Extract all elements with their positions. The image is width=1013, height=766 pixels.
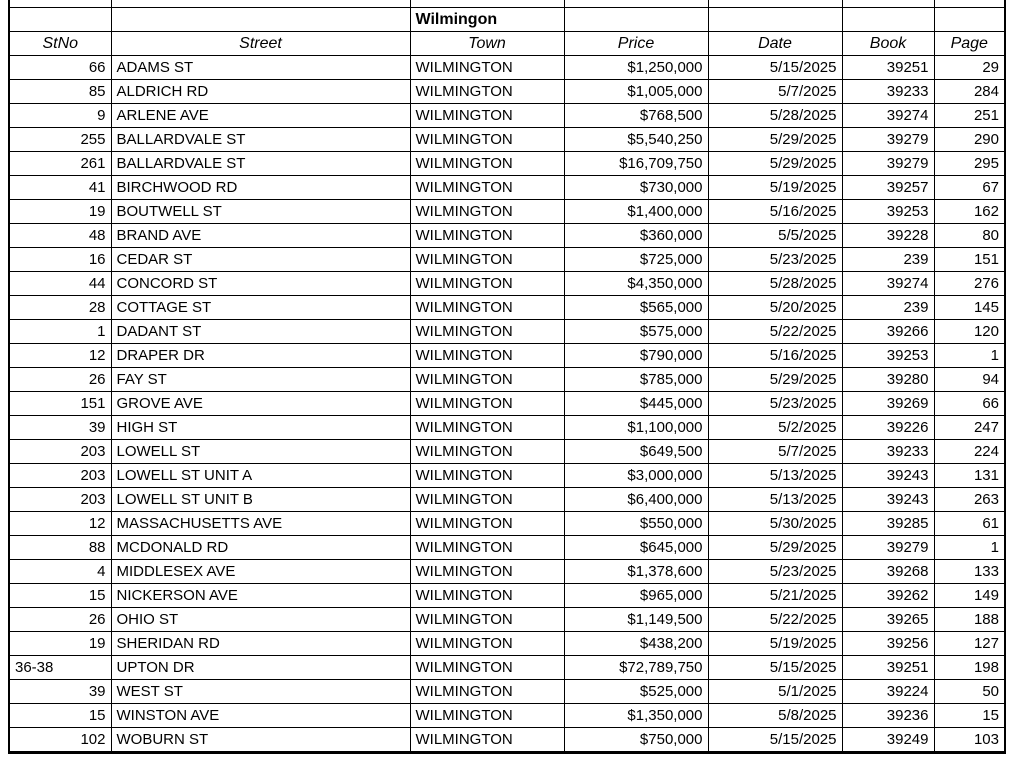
table-row bbox=[9, 488, 1005, 512]
cell-street: ADAMS ST bbox=[111, 56, 410, 80]
cell-stno: 12 bbox=[9, 344, 111, 368]
cell-price: $1,400,000 bbox=[564, 200, 708, 224]
table-row bbox=[9, 584, 1005, 608]
cell-town: WILMINGTON bbox=[410, 512, 564, 536]
cell-page: 80 bbox=[934, 224, 1005, 248]
cell-street: BOUTWELL ST bbox=[111, 200, 410, 224]
cell-town: WILMINGTON bbox=[410, 608, 564, 632]
cell-book: 39226 bbox=[842, 416, 934, 440]
cell-stno: 26 bbox=[9, 368, 111, 392]
cell-price: $785,000 bbox=[564, 368, 708, 392]
table-row bbox=[9, 56, 1005, 80]
cell-book: 39265 bbox=[842, 608, 934, 632]
cell-stno: 4 bbox=[9, 560, 111, 584]
cell-page: 50 bbox=[934, 680, 1005, 704]
cell-date: 5/13/2025 bbox=[708, 488, 842, 512]
cell-street: BRAND AVE bbox=[111, 224, 410, 248]
cell-date: 5/7/2025 bbox=[708, 80, 842, 104]
cell-book: 39253 bbox=[842, 344, 934, 368]
table-row bbox=[9, 704, 1005, 728]
cell-stno: 19 bbox=[9, 632, 111, 656]
cell-date: 5/1/2025 bbox=[708, 680, 842, 704]
cell-price: $1,350,000 bbox=[564, 704, 708, 728]
column-header-page: Page bbox=[934, 32, 1005, 56]
cell-street: LOWELL ST UNIT A bbox=[111, 464, 410, 488]
cell-town: WILMINGTON bbox=[410, 704, 564, 728]
table-row bbox=[9, 632, 1005, 656]
cell-stno: 16 bbox=[9, 248, 111, 272]
cut-cell bbox=[111, 0, 410, 8]
cell-stno: 12 bbox=[9, 512, 111, 536]
cell-book: 39256 bbox=[842, 632, 934, 656]
cell-date: 5/2/2025 bbox=[708, 416, 842, 440]
cell-page: 127 bbox=[934, 632, 1005, 656]
table-row bbox=[9, 272, 1005, 296]
cell-price: $550,000 bbox=[564, 512, 708, 536]
column-header-date: Date bbox=[708, 32, 842, 56]
cell-date: 5/15/2025 bbox=[708, 656, 842, 680]
cell-page: 251 bbox=[934, 104, 1005, 128]
cell-town: WILMINGTON bbox=[410, 272, 564, 296]
cell-town: WILMINGTON bbox=[410, 632, 564, 656]
empty-cell bbox=[111, 8, 410, 32]
cell-price: $965,000 bbox=[564, 584, 708, 608]
empty-cell bbox=[842, 8, 934, 32]
cell-price: $1,250,000 bbox=[564, 56, 708, 80]
cell-town: WILMINGTON bbox=[410, 488, 564, 512]
table-row bbox=[9, 296, 1005, 320]
cell-town: WILMINGTON bbox=[410, 584, 564, 608]
cell-town: WILMINGTON bbox=[410, 680, 564, 704]
cell-page: 276 bbox=[934, 272, 1005, 296]
cell-price: $72,789,750 bbox=[564, 656, 708, 680]
cell-page: 247 bbox=[934, 416, 1005, 440]
cell-page: 131 bbox=[934, 464, 1005, 488]
table-row bbox=[9, 248, 1005, 272]
cell-price: $1,005,000 bbox=[564, 80, 708, 104]
cell-book: 39233 bbox=[842, 440, 934, 464]
table-row bbox=[9, 128, 1005, 152]
table-row bbox=[9, 416, 1005, 440]
table-row bbox=[9, 392, 1005, 416]
cell-book: 39279 bbox=[842, 128, 934, 152]
cell-price: $1,378,600 bbox=[564, 560, 708, 584]
table-row bbox=[9, 80, 1005, 104]
cell-date: 5/22/2025 bbox=[708, 608, 842, 632]
cell-street: WEST ST bbox=[111, 680, 410, 704]
table-row bbox=[9, 200, 1005, 224]
cell-town: WILMINGTON bbox=[410, 464, 564, 488]
cell-street: OHIO ST bbox=[111, 608, 410, 632]
cell-date: 5/23/2025 bbox=[708, 392, 842, 416]
cell-town: WILMINGTON bbox=[410, 416, 564, 440]
cell-street: DADANT ST bbox=[111, 320, 410, 344]
cell-page: 67 bbox=[934, 176, 1005, 200]
cell-page: 66 bbox=[934, 392, 1005, 416]
cell-town: WILMINGTON bbox=[410, 536, 564, 560]
cell-page: 1 bbox=[934, 536, 1005, 560]
cell-date: 5/5/2025 bbox=[708, 224, 842, 248]
table-row bbox=[9, 608, 1005, 632]
cell-stno: 66 bbox=[9, 56, 111, 80]
title-row bbox=[9, 8, 1005, 32]
cell-book: 39243 bbox=[842, 488, 934, 512]
cell-book: 39233 bbox=[842, 80, 934, 104]
cell-page: 145 bbox=[934, 296, 1005, 320]
cell-date: 5/13/2025 bbox=[708, 464, 842, 488]
cell-book: 39274 bbox=[842, 272, 934, 296]
cell-street: LOWELL ST UNIT B bbox=[111, 488, 410, 512]
cell-stno: 36-38 bbox=[9, 656, 111, 680]
table-row bbox=[9, 512, 1005, 536]
cell-page: 61 bbox=[934, 512, 1005, 536]
cell-town: WILMINGTON bbox=[410, 392, 564, 416]
cell-stno: 15 bbox=[9, 704, 111, 728]
cell-book: 39228 bbox=[842, 224, 934, 248]
cell-price: $445,000 bbox=[564, 392, 708, 416]
cell-street: WINSTON AVE bbox=[111, 704, 410, 728]
cell-stno: 28 bbox=[9, 296, 111, 320]
cell-town: WILMINGTON bbox=[410, 368, 564, 392]
table-row bbox=[9, 224, 1005, 248]
cell-stno: 203 bbox=[9, 488, 111, 512]
cell-stno: 26 bbox=[9, 608, 111, 632]
cell-price: $6,400,000 bbox=[564, 488, 708, 512]
cell-stno: 85 bbox=[9, 80, 111, 104]
table-row bbox=[9, 368, 1005, 392]
cell-street: MIDDLESEX AVE bbox=[111, 560, 410, 584]
cell-stno: 48 bbox=[9, 224, 111, 248]
cell-street: BALLARDVALE ST bbox=[111, 128, 410, 152]
cell-page: 263 bbox=[934, 488, 1005, 512]
cell-page: 162 bbox=[934, 200, 1005, 224]
cell-stno: 19 bbox=[9, 200, 111, 224]
table-row bbox=[9, 536, 1005, 560]
cell-street: CEDAR ST bbox=[111, 248, 410, 272]
table-row bbox=[9, 728, 1005, 753]
cell-town: WILMINGTON bbox=[410, 56, 564, 80]
cell-date: 5/7/2025 bbox=[708, 440, 842, 464]
cell-date: 5/8/2025 bbox=[708, 704, 842, 728]
table-row bbox=[9, 440, 1005, 464]
cell-street: ALDRICH RD bbox=[111, 80, 410, 104]
column-header-price: Price bbox=[564, 32, 708, 56]
table-row bbox=[9, 656, 1005, 680]
cell-town: WILMINGTON bbox=[410, 176, 564, 200]
empty-cell bbox=[708, 8, 842, 32]
cell-page: 149 bbox=[934, 584, 1005, 608]
cell-book: 39249 bbox=[842, 728, 934, 753]
cell-page: 103 bbox=[934, 728, 1005, 753]
cell-page: 1 bbox=[934, 344, 1005, 368]
cell-page: 224 bbox=[934, 440, 1005, 464]
table-row bbox=[9, 464, 1005, 488]
cell-date: 5/29/2025 bbox=[708, 536, 842, 560]
cell-page: 29 bbox=[934, 56, 1005, 80]
cell-book: 39280 bbox=[842, 368, 934, 392]
cell-date: 5/16/2025 bbox=[708, 200, 842, 224]
table-row bbox=[9, 680, 1005, 704]
cell-street: ARLENE AVE bbox=[111, 104, 410, 128]
sales-table bbox=[8, 0, 1006, 754]
cell-town: WILMINGTON bbox=[410, 296, 564, 320]
cell-book: 39279 bbox=[842, 152, 934, 176]
empty-cell bbox=[934, 8, 1005, 32]
cell-street: WOBURN ST bbox=[111, 728, 410, 753]
cell-book: 39269 bbox=[842, 392, 934, 416]
cell-stno: 203 bbox=[9, 440, 111, 464]
table-row bbox=[9, 176, 1005, 200]
cell-date: 5/15/2025 bbox=[708, 56, 842, 80]
table-body bbox=[9, 56, 1005, 753]
cell-town: WILMINGTON bbox=[410, 128, 564, 152]
table-title: Wilmingon bbox=[410, 8, 564, 32]
cell-stno: 9 bbox=[9, 104, 111, 128]
cell-town: WILMINGTON bbox=[410, 656, 564, 680]
cell-price: $768,500 bbox=[564, 104, 708, 128]
table-row bbox=[9, 320, 1005, 344]
cell-date: 5/15/2025 bbox=[708, 728, 842, 753]
cell-page: 120 bbox=[934, 320, 1005, 344]
cell-page: 284 bbox=[934, 80, 1005, 104]
cell-price: $5,540,250 bbox=[564, 128, 708, 152]
cell-stno: 255 bbox=[9, 128, 111, 152]
cell-stno: 41 bbox=[9, 176, 111, 200]
cell-town: WILMINGTON bbox=[410, 200, 564, 224]
header-row bbox=[9, 32, 1005, 56]
cell-page: 15 bbox=[934, 704, 1005, 728]
table-row bbox=[9, 560, 1005, 584]
cell-stno: 39 bbox=[9, 416, 111, 440]
table-row bbox=[9, 104, 1005, 128]
cell-book: 39251 bbox=[842, 656, 934, 680]
empty-cell bbox=[564, 8, 708, 32]
cell-page: 290 bbox=[934, 128, 1005, 152]
cell-book: 39257 bbox=[842, 176, 934, 200]
cell-date: 5/16/2025 bbox=[708, 344, 842, 368]
cell-stno: 88 bbox=[9, 536, 111, 560]
cell-street: MASSACHUSETTS AVE bbox=[111, 512, 410, 536]
cell-street: BIRCHWOOD RD bbox=[111, 176, 410, 200]
cell-date: 5/21/2025 bbox=[708, 584, 842, 608]
cell-price: $438,200 bbox=[564, 632, 708, 656]
cell-date: 5/29/2025 bbox=[708, 368, 842, 392]
cell-stno: 261 bbox=[9, 152, 111, 176]
cell-page: 295 bbox=[934, 152, 1005, 176]
cell-book: 239 bbox=[842, 296, 934, 320]
cell-book: 39253 bbox=[842, 200, 934, 224]
cut-cell bbox=[564, 0, 708, 8]
cell-price: $565,000 bbox=[564, 296, 708, 320]
cut-cell bbox=[842, 0, 934, 8]
cell-street: FAY ST bbox=[111, 368, 410, 392]
table-row bbox=[9, 344, 1005, 368]
cell-town: WILMINGTON bbox=[410, 152, 564, 176]
cell-stno: 15 bbox=[9, 584, 111, 608]
cut-cell bbox=[410, 0, 564, 8]
cell-price: $750,000 bbox=[564, 728, 708, 753]
column-header-book: Book bbox=[842, 32, 934, 56]
cell-book: 39266 bbox=[842, 320, 934, 344]
cell-price: $16,709,750 bbox=[564, 152, 708, 176]
cell-price: $730,000 bbox=[564, 176, 708, 200]
cell-street: COTTAGE ST bbox=[111, 296, 410, 320]
cell-page: 151 bbox=[934, 248, 1005, 272]
cell-page: 133 bbox=[934, 560, 1005, 584]
cell-price: $1,100,000 bbox=[564, 416, 708, 440]
cell-date: 5/28/2025 bbox=[708, 272, 842, 296]
cell-stno: 44 bbox=[9, 272, 111, 296]
cell-date: 5/19/2025 bbox=[708, 176, 842, 200]
column-header-stno: StNo bbox=[9, 32, 111, 56]
cell-page: 198 bbox=[934, 656, 1005, 680]
cut-cell bbox=[708, 0, 842, 8]
cell-stno: 39 bbox=[9, 680, 111, 704]
cell-street: UPTON DR bbox=[111, 656, 410, 680]
cell-book: 39251 bbox=[842, 56, 934, 80]
cell-page: 188 bbox=[934, 608, 1005, 632]
cut-off-row bbox=[9, 0, 1005, 8]
cell-date: 5/29/2025 bbox=[708, 152, 842, 176]
cell-street: CONCORD ST bbox=[111, 272, 410, 296]
cell-book: 39285 bbox=[842, 512, 934, 536]
cell-town: WILMINGTON bbox=[410, 80, 564, 104]
cell-book: 239 bbox=[842, 248, 934, 272]
cell-street: BALLARDVALE ST bbox=[111, 152, 410, 176]
cell-book: 39262 bbox=[842, 584, 934, 608]
cell-date: 5/19/2025 bbox=[708, 632, 842, 656]
cell-price: $649,500 bbox=[564, 440, 708, 464]
column-header-street: Street bbox=[111, 32, 410, 56]
cell-price: $4,350,000 bbox=[564, 272, 708, 296]
cell-street: GROVE AVE bbox=[111, 392, 410, 416]
table-row bbox=[9, 152, 1005, 176]
cell-stno: 1 bbox=[9, 320, 111, 344]
cell-town: WILMINGTON bbox=[410, 248, 564, 272]
cell-town: WILMINGTON bbox=[410, 728, 564, 753]
cell-price: $645,000 bbox=[564, 536, 708, 560]
cell-street: MCDONALD RD bbox=[111, 536, 410, 560]
cell-book: 39268 bbox=[842, 560, 934, 584]
cell-book: 39236 bbox=[842, 704, 934, 728]
cell-book: 39274 bbox=[842, 104, 934, 128]
cell-street: DRAPER DR bbox=[111, 344, 410, 368]
cell-price: $1,149,500 bbox=[564, 608, 708, 632]
cell-street: SHERIDAN RD bbox=[111, 632, 410, 656]
cell-town: WILMINGTON bbox=[410, 440, 564, 464]
column-header-town: Town bbox=[410, 32, 564, 56]
cell-stno: 203 bbox=[9, 464, 111, 488]
cell-price: $525,000 bbox=[564, 680, 708, 704]
cell-street: NICKERSON AVE bbox=[111, 584, 410, 608]
cell-town: WILMINGTON bbox=[410, 104, 564, 128]
cell-stno: 102 bbox=[9, 728, 111, 753]
cell-street: LOWELL ST bbox=[111, 440, 410, 464]
cell-page: 94 bbox=[934, 368, 1005, 392]
cell-date: 5/20/2025 bbox=[708, 296, 842, 320]
cell-town: WILMINGTON bbox=[410, 224, 564, 248]
cell-town: WILMINGTON bbox=[410, 344, 564, 368]
cell-date: 5/23/2025 bbox=[708, 248, 842, 272]
cell-date: 5/28/2025 bbox=[708, 104, 842, 128]
cell-price: $3,000,000 bbox=[564, 464, 708, 488]
cell-date: 5/22/2025 bbox=[708, 320, 842, 344]
cell-stno: 151 bbox=[9, 392, 111, 416]
cut-cell bbox=[934, 0, 1005, 8]
cell-book: 39243 bbox=[842, 464, 934, 488]
cell-street: HIGH ST bbox=[111, 416, 410, 440]
cell-town: WILMINGTON bbox=[410, 320, 564, 344]
cell-price: $575,000 bbox=[564, 320, 708, 344]
cell-book: 39279 bbox=[842, 536, 934, 560]
cell-date: 5/29/2025 bbox=[708, 128, 842, 152]
cell-date: 5/30/2025 bbox=[708, 512, 842, 536]
cell-price: $360,000 bbox=[564, 224, 708, 248]
cell-price: $790,000 bbox=[564, 344, 708, 368]
cell-book: 39224 bbox=[842, 680, 934, 704]
cell-price: $725,000 bbox=[564, 248, 708, 272]
cell-town: WILMINGTON bbox=[410, 560, 564, 584]
cell-date: 5/23/2025 bbox=[708, 560, 842, 584]
empty-cell bbox=[9, 8, 111, 32]
cut-cell bbox=[9, 0, 111, 8]
